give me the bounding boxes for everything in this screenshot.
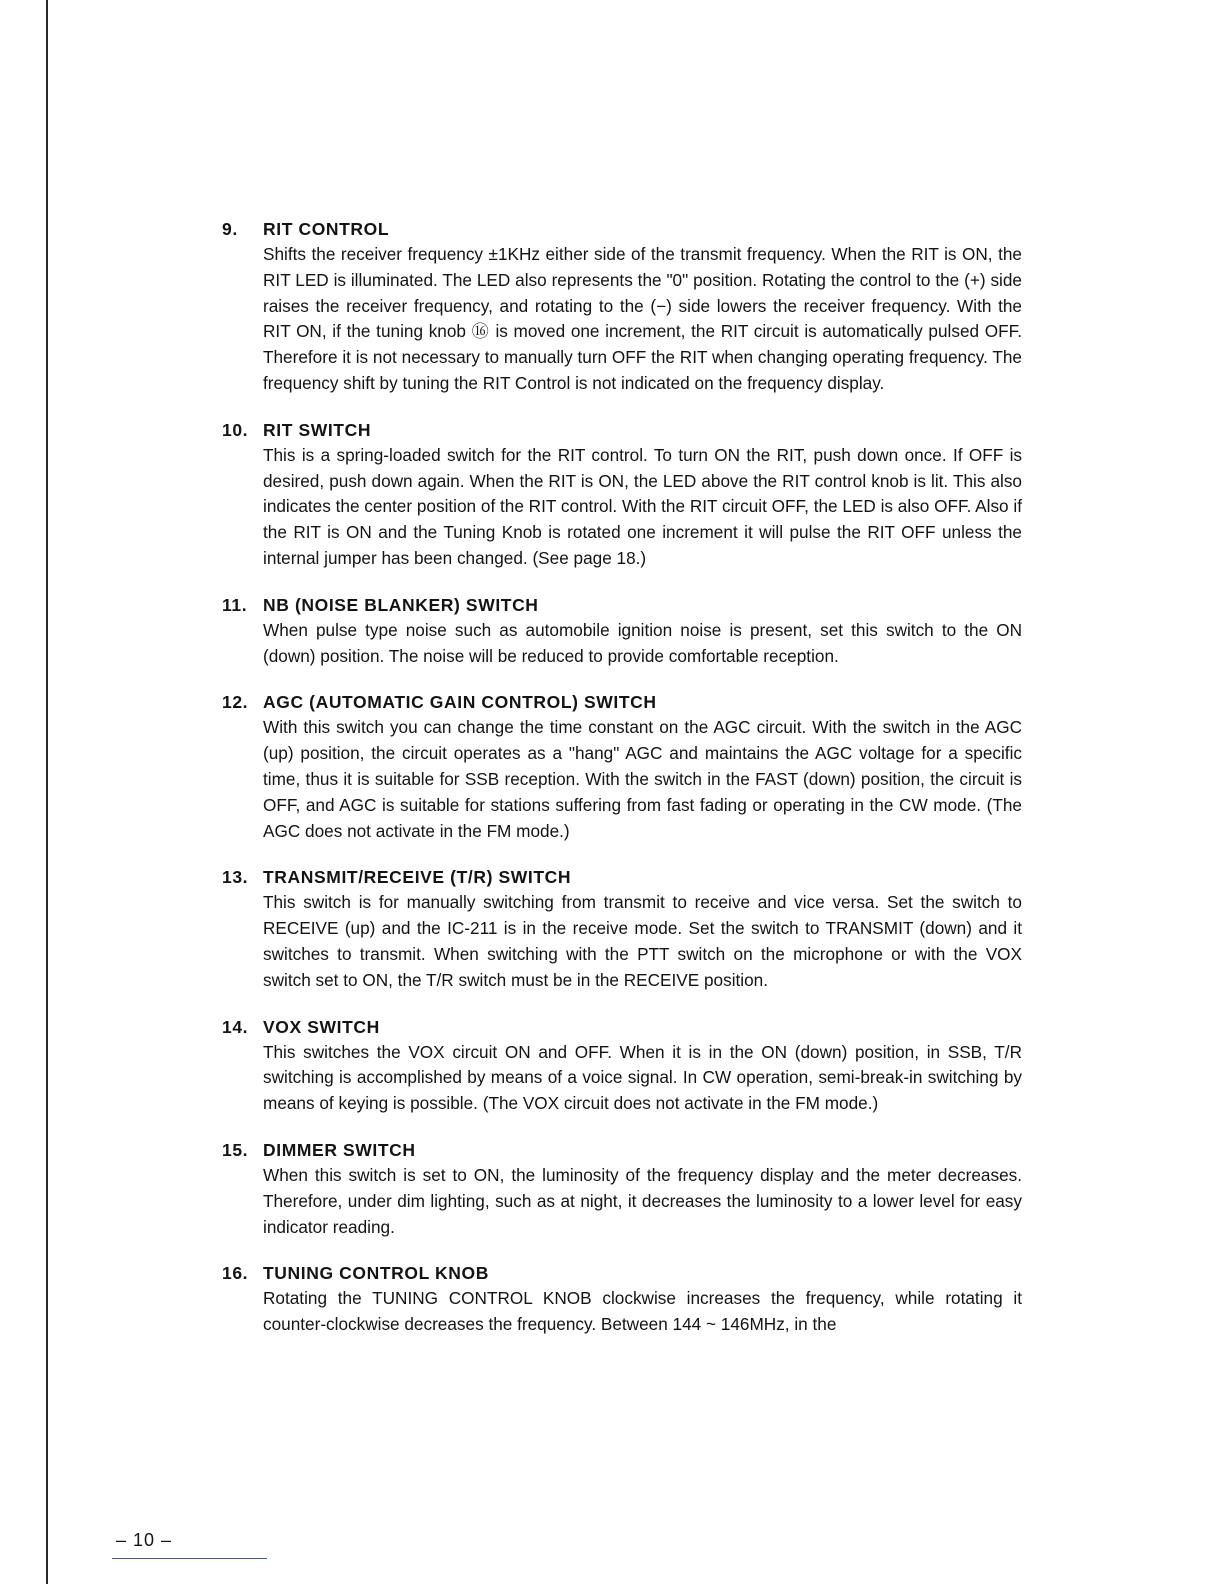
section-number: 12. (222, 692, 249, 713)
section-title: VOX SWITCH (263, 1016, 380, 1037)
section-number: 9. (222, 219, 238, 239)
section-nb-switch (222, 592, 1022, 670)
section-number: 14. (222, 1016, 249, 1037)
section-body: This switches the VOX circuit ON and OFF. When it is in the ON (down) position, in SSB, T/R switching is accomplished by means of a voice signal. In CW operation, semi-break-in switching by means of keying is possible. (The VOX circuit does not activate in the FM mode.) (263, 1041, 1022, 1114)
section-title: DIMMER SWITCH (263, 1139, 416, 1160)
section-number: 15. (222, 1139, 249, 1160)
section-heading (222, 1260, 1022, 1286)
section-rit-switch (222, 417, 1022, 572)
section-heading (222, 1137, 1022, 1163)
section-title: TUNING CONTROL KNOB (263, 1263, 489, 1284)
section-number: 16. (222, 1263, 249, 1284)
section-body: This is a spring-loaded switch for the RIT control. To turn ON the RIT, push down once. If OFF is desired, push down again. When the RIT is ON, the LED above the RIT control knob is lit. This also indicates the center position of the RIT control. With the RIT circuit OFF, the LED is also OFF. Also if the RIT is ON and the Tuning Knob is rotated one increment it will pulse the RIT OFF unless the internal jumper has been changed. (See page 18.) (263, 444, 1022, 568)
section-body: When this switch is set to ON, the luminosity of the frequency display and the meter decreases. Therefore, under dim lighting, such as at night, it decreases the luminosity to a lower level for easy indicator reading. (263, 1164, 1022, 1237)
section-dimmer-switch (222, 1137, 1022, 1240)
section-heading (222, 592, 1022, 618)
section-rit-control (222, 216, 1022, 397)
section-title: NB (NOISE BLANKER) SWITCH (263, 594, 539, 615)
section-number: 10. (222, 419, 249, 440)
section-heading (222, 1014, 1022, 1040)
section-heading (222, 864, 1022, 890)
footer-rule (112, 1558, 267, 1559)
section-body: With this switch you can change the time constant on the AGC circuit. With the switch in the AGC (up) position, the circuit operates as a "hang" AGC and maintains the AGC voltage for a specific time, thus it is suitable for SSB reception. With the switch in the FAST (down) position, the circuit is OFF, and AGC is suitable for stations suffering from fast fading or operating in the CW mode. (The AGC does not activate in the FM mode.) (263, 717, 1022, 841)
section-title: AGC (AUTOMATIC GAIN CONTROL) SWITCH (263, 692, 657, 713)
section-title: RIT SWITCH (263, 419, 372, 440)
section-agc-switch (222, 689, 1022, 844)
section-number: 11. (222, 594, 248, 615)
manual-page-content (222, 216, 1022, 1358)
section-tuning-control-knob (222, 1260, 1022, 1338)
binding-margin-line (46, 0, 48, 1584)
page-number: – 10 – (116, 1530, 173, 1550)
section-title: RIT CONTROL (263, 219, 390, 239)
section-heading (222, 689, 1022, 715)
section-body: Shifts the receiver frequency ±1KHz either side of the transmit frequency. When the RIT is ON, the RIT LED is illuminated. The LED also represents the "0" position. Rotating the control to the (+) side raises the receiver frequency, and rotating to the (−) side lowers the receiver frequency. With the RIT ON, if the tuning knob ⑯ is moved one increment, the RIT circuit is automatically pulsed OFF. Therefore it is not necessary to manually turn OFF the RIT when changing operating frequency. The frequency shift by tuning the RIT Control is not indicated on the frequency display. (263, 244, 1022, 393)
section-heading (222, 216, 1022, 242)
section-heading (222, 417, 1022, 443)
section-number: 13. (222, 867, 249, 888)
section-body: This switch is for manually switching from transmit to receive and vice versa. Set the switch to RECEIVE (up) and the IC-211 is in the receive mode. Set the switch to TRANSMIT (down) and it switches to transmit. When switching with the PTT switch on the microphone or with the VOX switch set to ON, the T/R switch must be in the RECEIVE position. (263, 892, 1022, 990)
section-vox-switch (222, 1014, 1022, 1117)
section-tr-switch (222, 864, 1022, 993)
section-body: When pulse type noise such as automobile ignition noise is present, set this switch to the ON (down) position. The noise will be reduced to provide comfortable reception. (263, 619, 1022, 666)
section-title: TRANSMIT/RECEIVE (T/R) SWITCH (263, 867, 572, 888)
section-body: Rotating the TUNING CONTROL KNOB clockwise increases the frequency, while rotating it counter-clockwise decreases the frequency. Between 144 ~ 146MHz, in the (263, 1288, 1022, 1335)
